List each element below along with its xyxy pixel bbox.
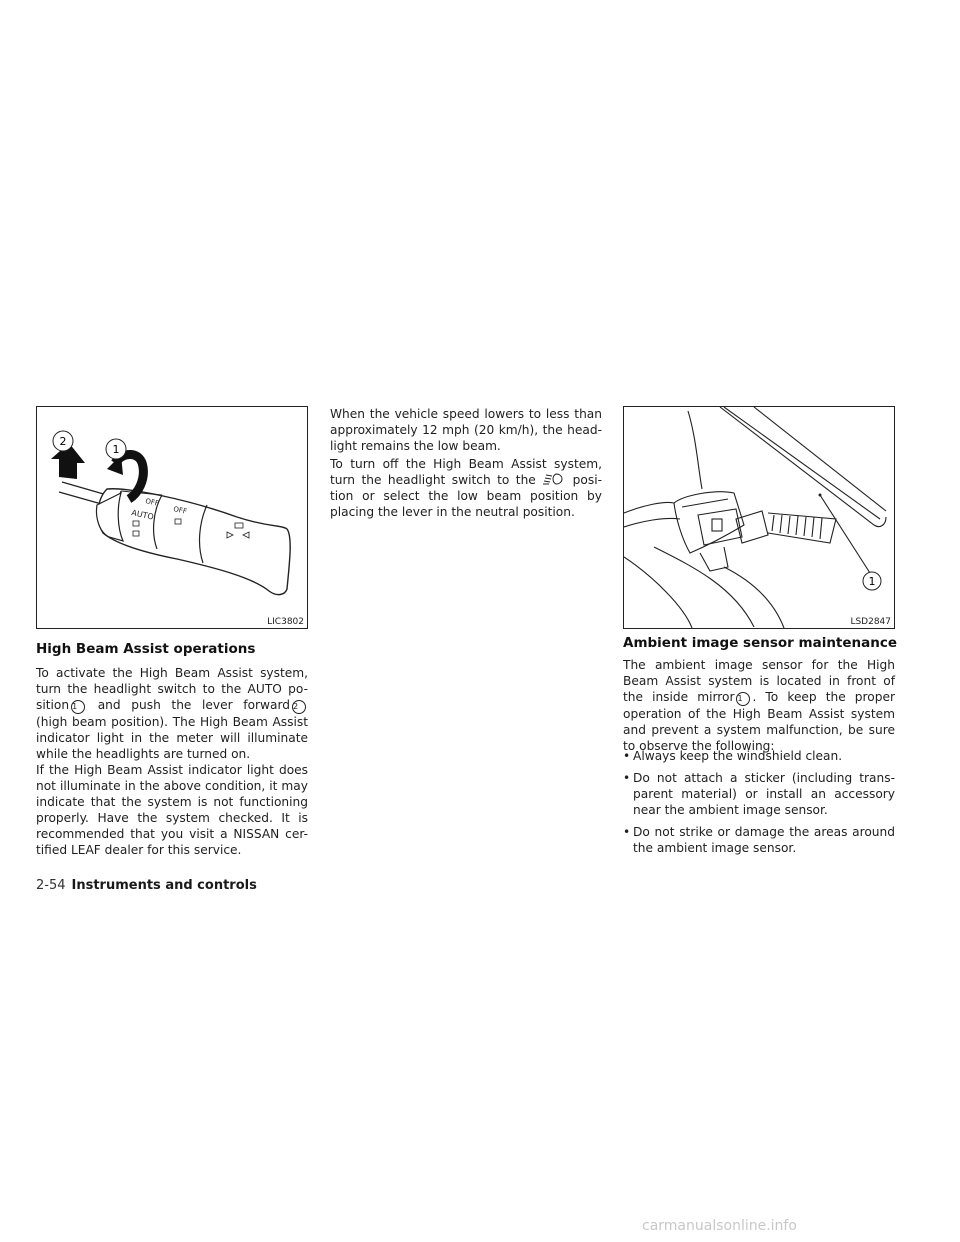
callout-ref-1: 1 xyxy=(71,700,85,714)
callout-2: 2 xyxy=(59,435,67,448)
paragraph-turn-off xyxy=(330,456,602,520)
list-item: • Always keep the windshield clean. xyxy=(623,749,843,763)
callout-1-sensor: 1 xyxy=(868,575,876,588)
label-auto: AUTO xyxy=(130,508,155,522)
list-item: • Do not attach a sticker (including trans-parent material) or install an accessory near the ambient image sensor. xyxy=(623,771,895,817)
turn-off-text-b: posi-tion or select the low beam position by placing the lever in the neutral position. xyxy=(330,473,602,519)
section-title: Instruments and controls xyxy=(71,878,257,893)
ambient-sensor-illustration xyxy=(624,407,894,628)
paragraph-sensor-location xyxy=(623,657,895,754)
heading-ambient-sensor: Ambient image sensor maintenance xyxy=(623,635,898,651)
sensor-figure xyxy=(623,406,895,629)
paragraph-speed-lowers: When the vehicle speed lowers to less than approximately 12 mph (20 km/h), the head-light remains the low beam. xyxy=(330,407,602,453)
sensor-text-a: The ambient image sensor for the High Beam Assist system is located in front of the inside mirror xyxy=(623,658,895,704)
maintenance-list xyxy=(623,748,895,862)
callout-ref-sensor: 1 xyxy=(736,692,750,706)
list-item: • Do not strike or damage the areas around the ambient image sensor. xyxy=(623,825,895,855)
figure-code: LIC3802 xyxy=(267,617,304,627)
page-number: 2-54 xyxy=(36,878,66,893)
watermark: carmanualsonline.info xyxy=(642,1218,797,1234)
figure-code: LSD2847 xyxy=(850,617,891,627)
label-off-1: OFF xyxy=(144,497,160,508)
paragraph-not-illuminate: If the High Beam Assist indicator light does not illuminate in the above condition, it may indicate that the system is not functioning properly. Have the system checked. It is recommended that you visit a NISSAN cer-tified LEAF dealer for this service. xyxy=(36,763,308,857)
activate-text-c: (high beam position). The High Beam Assist indicator light in the meter will illuminate while the headlights are turned on. xyxy=(36,715,308,761)
heading-high-beam-assist: High Beam Assist operations xyxy=(36,641,256,657)
lever-figure xyxy=(36,406,308,629)
sensor-text-b: . To keep the proper operation of the High Beam Assist system and prevent a system malfunction, be sure to observe the following: xyxy=(623,690,895,753)
page-footer xyxy=(36,878,257,893)
headlight-lever-illustration xyxy=(37,407,307,628)
activate-text-b: and push the lever forward xyxy=(97,698,290,712)
label-off-2: OFF xyxy=(172,505,188,516)
headlight-icon xyxy=(542,473,566,485)
activate-text-a: To activate the High Beam Assist system, turn the headlight switch to the AUTO po-sition xyxy=(36,666,308,712)
paragraph-activate xyxy=(36,665,308,762)
turn-off-text-a: To turn off the High Beam Assist system, turn the headlight switch to the xyxy=(330,457,602,487)
callout-ref-2: 2 xyxy=(292,700,306,714)
callout-1: 1 xyxy=(112,443,120,456)
